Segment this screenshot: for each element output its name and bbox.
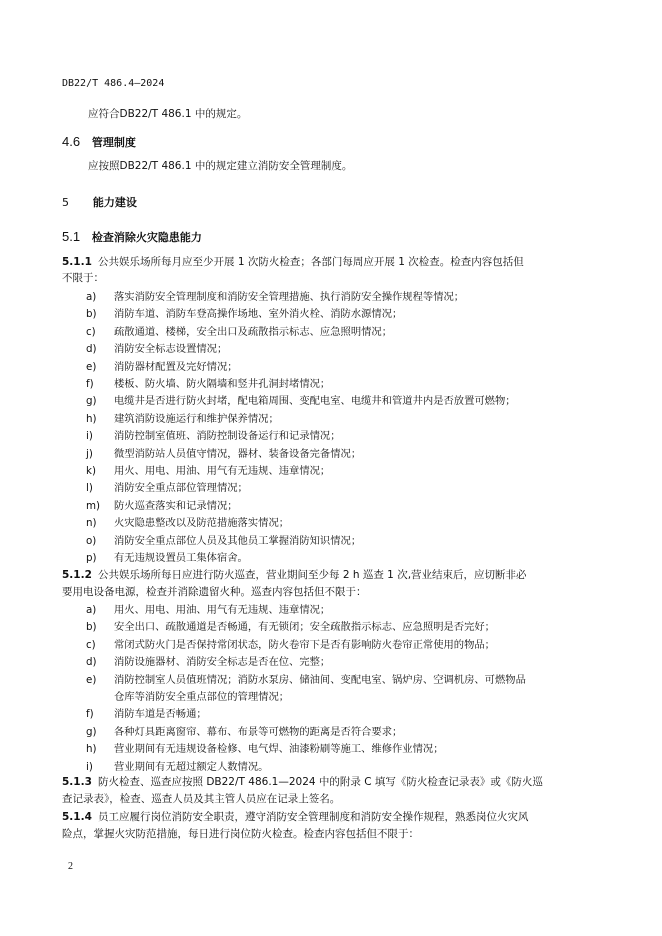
list-item-text: 常闭式防火门是否保持常闭状态，防火卷帘下是否有影响防火卷帘正常使用的物品； bbox=[114, 638, 495, 651]
section-5-heading bbox=[62, 194, 137, 210]
list-item bbox=[86, 618, 495, 633]
list-item bbox=[86, 445, 361, 460]
list-item bbox=[86, 740, 444, 755]
clause-text: 员工应履行岗位消防安全职责，遵守消防安全管理制度和消防安全操作规程，熟悉岗位火灾风 bbox=[98, 811, 529, 823]
list-item-label: d) bbox=[86, 343, 97, 356]
clause-text: 公共娱乐场所每月应至少开展 1 次防火检查；各部门每周应开展 1 次检查。检查内容包括但 bbox=[98, 256, 524, 268]
list-item-label: h) bbox=[86, 743, 97, 756]
document-header: DB22/T 486.4—2024 bbox=[62, 78, 165, 89]
clause-number: 5.1.1 bbox=[62, 256, 92, 268]
list-item-label: i) bbox=[86, 430, 93, 443]
section-4-6-text: 应按照DB22/T 486.1 中的规定建立消防安全管理制度。 bbox=[88, 160, 353, 172]
list-item-label: o) bbox=[86, 534, 97, 547]
section-number: 5 bbox=[62, 196, 69, 209]
list-item-label: f) bbox=[86, 378, 94, 390]
list-item bbox=[86, 636, 495, 651]
page-number: 2 bbox=[68, 861, 73, 872]
list-item-text: 营业期间有无违规设备检修、电气焊、油漆粉刷等施工、维修作业情况； bbox=[114, 743, 444, 756]
list-item-label: j) bbox=[86, 447, 93, 460]
list-item bbox=[86, 288, 464, 303]
list-item bbox=[86, 671, 526, 686]
clause-5-1-2-line2: 要用电设备电源，检查并消除遗留火种。巡查内容包括但不限于： bbox=[62, 586, 367, 598]
list-item-text: 电缆井是否进行防火封堵，配电箱周围、变配电室、电缆井和管道井内是否放置可燃物； bbox=[114, 395, 516, 408]
list-item-text: 消防安全标志设置情况； bbox=[114, 343, 228, 356]
list-item-text: 各种灯具距离窗帘、幕布、布景等可燃物的距离是否符合要求； bbox=[114, 725, 403, 738]
list-item-text: 建筑消防设施运行和维护保养情况； bbox=[114, 412, 279, 425]
clause-5-1-3-line2: 查记录表》，检查、巡查人员及其主管人员应在记录上签名。 bbox=[62, 793, 341, 805]
list-item bbox=[86, 323, 392, 338]
list-item-label: l) bbox=[86, 482, 93, 495]
list-item-label: n) bbox=[86, 517, 97, 530]
list-item bbox=[86, 758, 268, 773]
list-item-label: b) bbox=[86, 308, 97, 321]
list-item-text: 消防设施器材、消防安全标志是否在位、完整； bbox=[114, 656, 331, 669]
section-5-1-heading bbox=[62, 229, 202, 245]
list-item-label: d) bbox=[86, 656, 97, 669]
list-item bbox=[86, 305, 402, 320]
list-item bbox=[86, 705, 207, 720]
list-item-label: c) bbox=[86, 325, 96, 338]
clause-5-1-1-line1 bbox=[62, 254, 524, 271]
list-item-label: h) bbox=[86, 412, 97, 425]
list-item-label: e) bbox=[86, 360, 97, 373]
list-item bbox=[86, 479, 248, 494]
section-title: 管理制度 bbox=[91, 136, 136, 149]
list-item bbox=[86, 462, 330, 477]
list-item bbox=[86, 549, 248, 564]
clause-5-1-1-line2: 不限于： bbox=[62, 272, 104, 284]
list-item-text: 防火巡查落实和记录情况； bbox=[114, 499, 238, 512]
list-item-text: 消防控制室值班、消防控制设备运行和记录情况； bbox=[114, 430, 341, 443]
list-item-text: 仓库等消防安全重点部位的管理情况； bbox=[114, 691, 290, 703]
list-item-label: m) bbox=[86, 499, 101, 512]
list-item bbox=[86, 532, 361, 547]
clause-5-1-4-line1 bbox=[62, 809, 529, 826]
list-item-text: 消防控制室人员值班情况；消防水泵房、储油间、变配电室、锅炉房、空调机房、可燃物品 bbox=[114, 673, 526, 686]
list-item-text: 消防车道是否畅通； bbox=[114, 708, 207, 721]
list-item-text: 消防器材配置及完好情况； bbox=[114, 360, 238, 373]
list-item bbox=[86, 601, 330, 616]
list-item bbox=[86, 688, 289, 703]
list-item-label: e) bbox=[86, 673, 97, 686]
section-4-6-heading bbox=[62, 134, 136, 150]
list-item-text: 消防车道、消防车登高操作场地、室外消火栓、消防水源情况； bbox=[114, 308, 403, 321]
section-number: 4.6 bbox=[62, 134, 81, 149]
list-item bbox=[86, 514, 289, 529]
list-item bbox=[86, 410, 279, 425]
clause-number: 5.1.4 bbox=[62, 811, 92, 823]
list-item-label: a) bbox=[86, 604, 97, 616]
list-item-text: 用火、用电、用油、用气有无违规、违章情况； bbox=[114, 604, 331, 616]
list-item-label: g) bbox=[86, 725, 97, 738]
list-item-text: 微型消防站人员值守情况，器材、装备设备完备情况； bbox=[114, 447, 362, 460]
list-item-text: 疏散通道、楼梯，安全出口及疏散指示标志、应急照明情况； bbox=[114, 325, 393, 338]
list-item-label: p) bbox=[86, 552, 97, 564]
list-item-text: 营业期间有无超过额定人数情况。 bbox=[114, 760, 269, 773]
list-item-label: b) bbox=[86, 621, 97, 634]
list-item-label: i) bbox=[86, 760, 93, 773]
list-item-text: 消防安全重点部位人员及其他员工掌握消防知识情况； bbox=[114, 534, 362, 547]
list-item-label: g) bbox=[86, 395, 97, 408]
list-item bbox=[86, 358, 238, 373]
list-item-text: 有无违规设置员工集体宿舍。 bbox=[114, 552, 248, 564]
list-item-label: c) bbox=[86, 638, 96, 651]
intro-text: 应符合DB22/T 486.1 中的规定。 bbox=[88, 108, 248, 120]
clause-text: 防火检查、巡查应按照 DB22/T 486.1—2024 中的附录 C 填写《防火检查记录表》或《防火巡 bbox=[98, 776, 543, 788]
list-item bbox=[86, 723, 402, 738]
list-item-label: k) bbox=[86, 465, 96, 477]
clause-5-1-2-line1 bbox=[62, 567, 527, 584]
list-item bbox=[86, 497, 238, 512]
list-item bbox=[86, 427, 341, 442]
clause-text: 公共娱乐场所每日应进行防火巡查，营业期间至少每 2 h 巡查 1 次,营业结束后，应切断非必 bbox=[98, 569, 527, 581]
list-item-text: 楼板、防火墙、防火隔墙和竖井孔洞封堵情况； bbox=[114, 378, 331, 390]
section-title: 检查消除火灾隐患能力 bbox=[91, 231, 202, 244]
list-item-text: 安全出口、疏散通道是否畅通，有无锁闭；安全疏散指示标志、应急照明是否完好； bbox=[114, 621, 495, 634]
list-item-text: 用火、用电、用油、用气有无违规、违章情况； bbox=[114, 465, 331, 477]
clause-number: 5.1.2 bbox=[62, 569, 92, 581]
section-title: 能力建设 bbox=[92, 196, 137, 209]
list-item-label: a) bbox=[86, 291, 97, 303]
list-item-text: 落实消防安全管理制度和消防安全管理措施、执行消防安全操作规程等情况； bbox=[114, 291, 465, 303]
list-item-text: 火灾隐患整改以及防范措施落实情况； bbox=[114, 517, 290, 530]
clause-number: 5.1.3 bbox=[62, 776, 92, 788]
list-item bbox=[86, 392, 516, 407]
clause-5-1-4-line2: 险点，掌握火灾防范措施，每日进行岗位防火检查。检查内容包括但不限于： bbox=[62, 828, 419, 840]
list-item-label: f) bbox=[86, 708, 94, 721]
clause-5-1-3-line1 bbox=[62, 774, 543, 791]
list-item bbox=[86, 375, 330, 390]
list-item-text: 消防安全重点部位管理情况； bbox=[114, 482, 248, 495]
list-item bbox=[86, 653, 330, 668]
section-number: 5.1 bbox=[62, 229, 81, 244]
list-item bbox=[86, 340, 227, 355]
